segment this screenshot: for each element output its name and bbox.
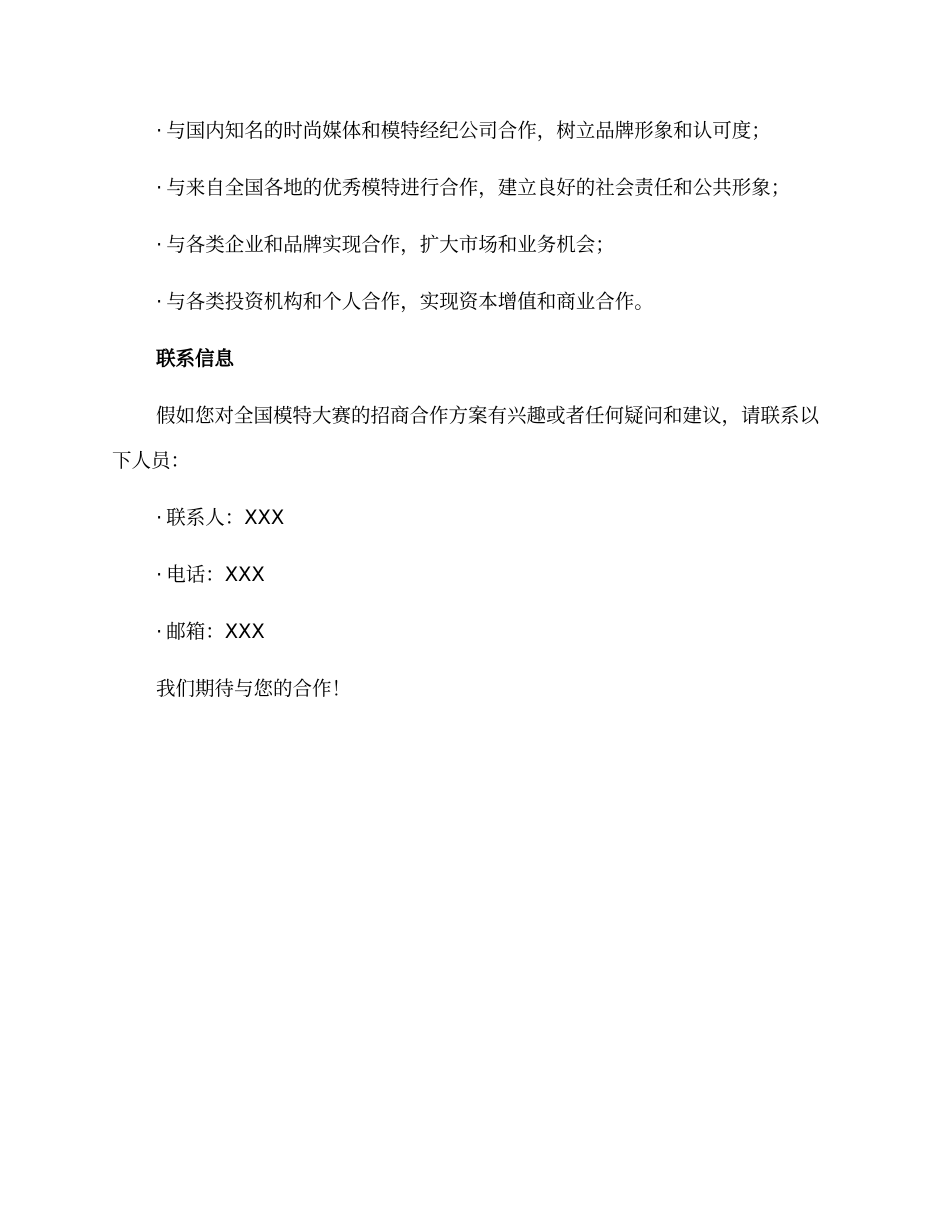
list-item-text: 与各类企业和品牌实现合作，扩大市场和业务机会； [166,233,615,256]
closing-line: 我们期待与您的合作！ [156,677,352,700]
list-item-text: 与各类投资机构和个人合作，实现资本增值和商业合作。 [166,290,654,313]
contact-item-text: 联系人：XXX [166,506,285,529]
list-item-investment-partnership [112,279,832,324]
bullet-icon: · [156,290,163,313]
list-item-model-partnership [112,165,832,210]
contact-item-email [112,609,832,654]
contact-item-person [112,495,832,540]
list-item-brand-partnership [112,222,832,267]
bullet-icon: · [156,176,163,199]
bullet-icon: · [156,119,163,142]
contact-item-text: 邮箱：XXX [166,620,265,643]
bullet-icon: · [156,506,163,529]
list-item-text: 与国内知名的时尚媒体和模特经纪公司合作，树立品牌形象和认可度； [166,119,771,142]
document-body [112,108,832,723]
contact-item-text: 电话：XXX [166,563,265,586]
list-item-media-partnership [112,108,832,153]
contact-heading: 联系信息 [156,347,235,370]
bullet-icon: · [156,620,163,643]
bullet-icon: · [156,233,163,256]
list-item-text: 与来自全国各地的优秀模特进行合作，建立良好的社会责任和公共形象； [166,176,791,199]
bullet-icon: · [156,563,163,586]
contact-item-phone [112,552,832,597]
contact-intro: 假如您对全国模特大赛的招商合作方案有兴趣或者任何疑问和建议，请联系以下人员： [112,404,820,472]
